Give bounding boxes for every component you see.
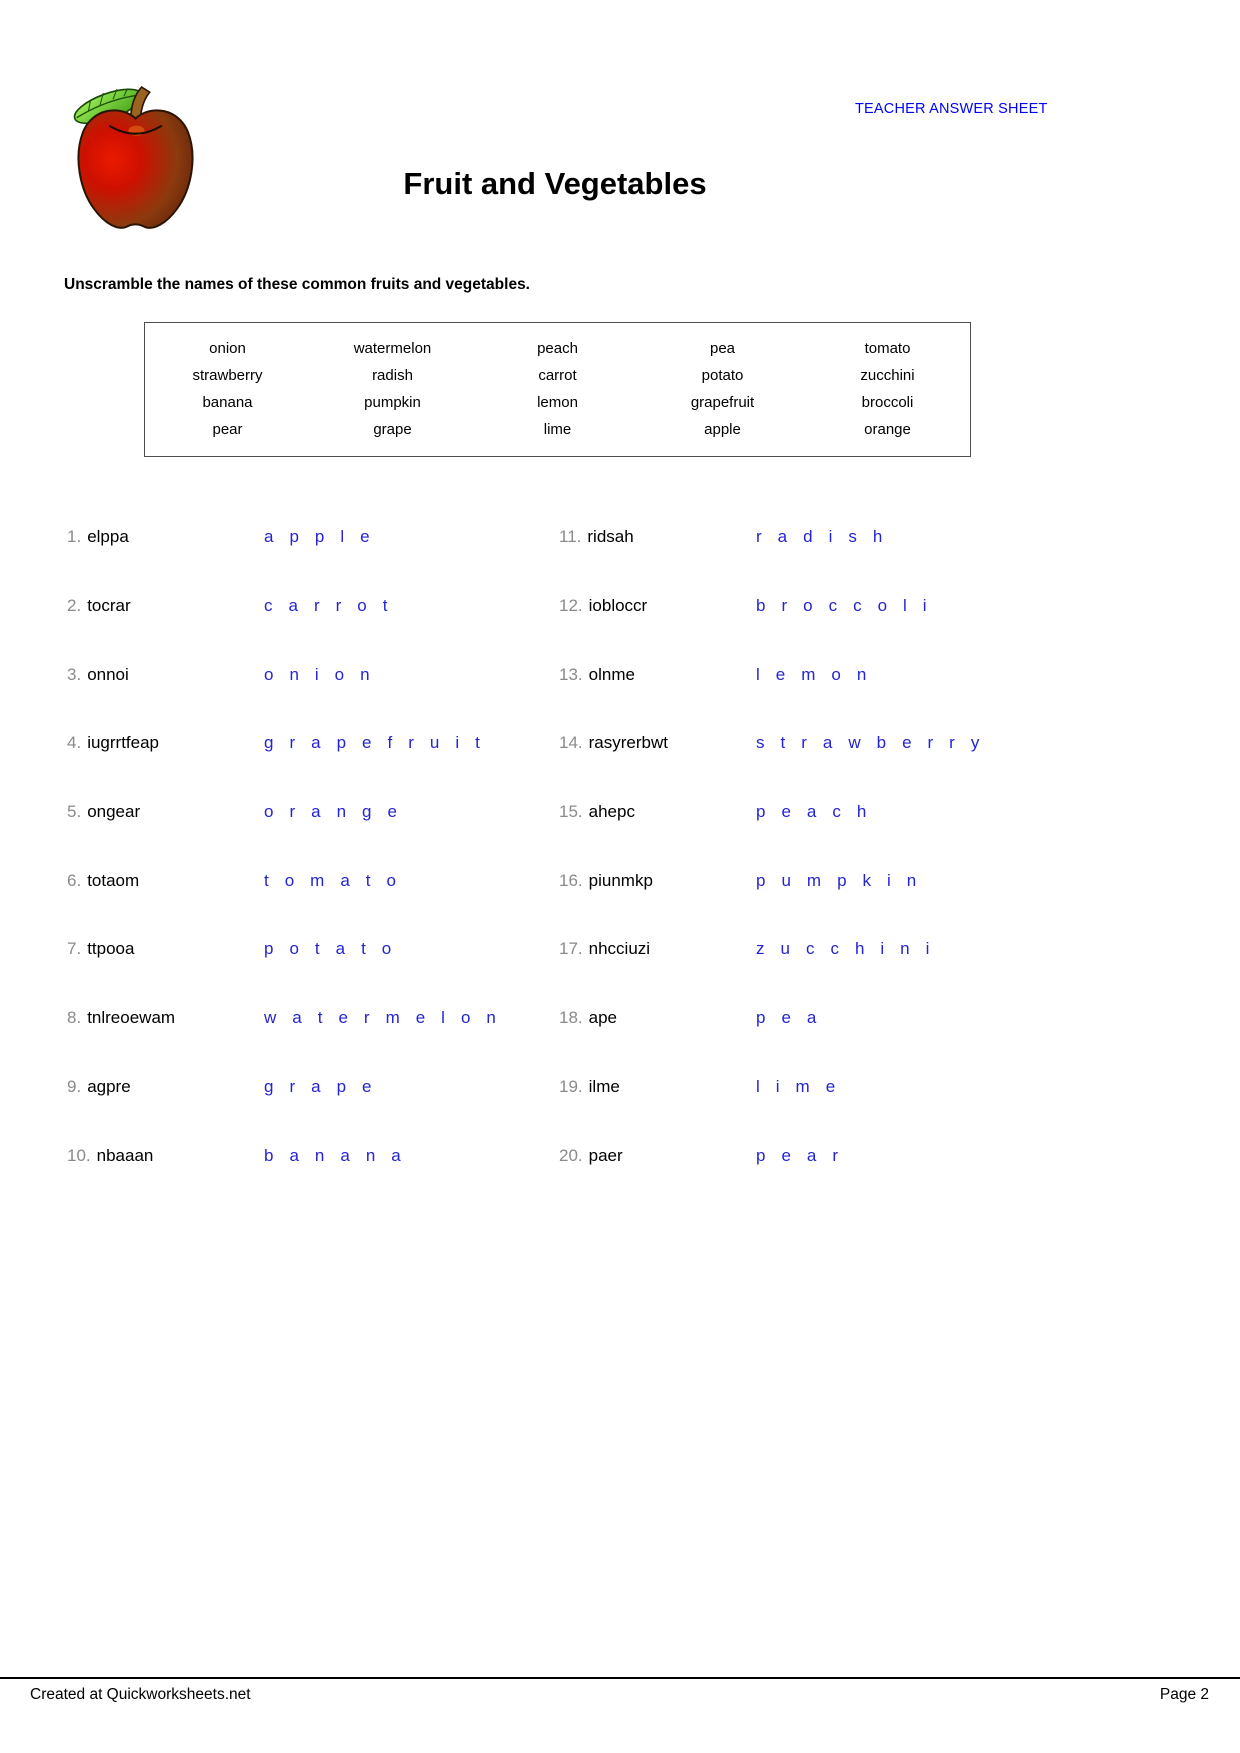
item-number: 19. <box>559 1076 583 1096</box>
item-row <box>559 503 1209 572</box>
word-bank-word: watermelon <box>353 340 432 357</box>
item-number: 9. <box>67 1076 82 1096</box>
teacher-answer-sheet-label: TEACHER ANSWER SHEET <box>855 101 1048 117</box>
item-number: 10. <box>67 1145 91 1165</box>
item-number: 2. <box>67 596 82 616</box>
item-row <box>559 1121 1209 1190</box>
scrambled-word: tnlreoewam <box>87 1008 176 1028</box>
answer-word: radish <box>756 527 899 547</box>
scrambled-word: ridsah <box>587 527 634 547</box>
answer-word: broccoli <box>756 596 943 616</box>
item-row <box>559 1053 1209 1122</box>
answer-word: watermelon <box>264 1008 512 1028</box>
word-bank-word: pear <box>212 421 243 438</box>
answer-word: apple <box>264 527 386 547</box>
item-number: 1. <box>67 527 82 547</box>
scrambled-word: elppa <box>87 527 129 547</box>
scrambled-word: nhcciuzi <box>588 939 651 959</box>
item-row <box>67 572 559 641</box>
item-row <box>67 640 559 709</box>
word-bank-grid <box>145 323 970 438</box>
item-row <box>67 915 559 984</box>
scrambled-word: agpre <box>87 1076 131 1096</box>
answer-word: carrot <box>264 596 404 616</box>
word-bank-word: peach <box>537 340 578 357</box>
item-row <box>67 984 559 1053</box>
apple-with-leaf-icon <box>66 80 206 232</box>
answer-word: grape <box>264 1076 388 1096</box>
scrambled-word: iobloccr <box>588 596 648 616</box>
word-bank-word: strawberry <box>192 367 263 384</box>
item-row <box>559 984 1209 1053</box>
answer-word: onion <box>264 664 386 684</box>
item-number: 15. <box>559 802 583 822</box>
footer <box>30 1686 1209 1704</box>
item-number: 18. <box>559 1008 583 1028</box>
item-number: 8. <box>67 1008 82 1028</box>
item-row <box>67 1121 559 1190</box>
item-number: 7. <box>67 939 82 959</box>
items-column-left <box>67 503 559 1190</box>
scrambled-word: olnme <box>588 664 635 684</box>
item-row <box>559 640 1209 709</box>
scrambled-word: ttpooa <box>87 939 135 959</box>
word-bank-word: orange <box>864 421 911 438</box>
item-row <box>559 846 1209 915</box>
answer-word: lime <box>756 1076 852 1096</box>
item-number: 16. <box>559 870 583 890</box>
word-bank-word: potato <box>701 367 744 384</box>
answer-word: pumpkin <box>756 870 933 890</box>
word-bank-word: grape <box>373 421 412 438</box>
item-row <box>559 572 1209 641</box>
items-column-right <box>559 503 1209 1190</box>
item-number: 12. <box>559 596 583 616</box>
scrambled-word: ahepc <box>588 802 635 822</box>
scrambled-word: rasyrerbwt <box>588 733 668 753</box>
word-bank-word: grapefruit <box>690 394 755 411</box>
item-number: 11. <box>559 527 582 547</box>
item-row <box>559 915 1209 984</box>
answer-word: strawberry <box>756 733 996 753</box>
answer-word: banana <box>264 1145 417 1165</box>
word-bank-word: banana <box>202 394 253 411</box>
answer-word: lemon <box>756 664 883 684</box>
word-bank-word: zucchini <box>860 367 915 384</box>
scrambled-word: tocrar <box>87 596 131 616</box>
answer-word: tomato <box>264 870 412 890</box>
scrambled-word: iugrrtfeap <box>87 733 160 753</box>
answer-word: zucchini <box>756 939 946 959</box>
item-number: 5. <box>67 802 82 822</box>
scrambled-word: ongear <box>87 802 141 822</box>
item-row <box>559 709 1209 778</box>
word-bank-word: pea <box>709 340 736 357</box>
item-row <box>67 846 559 915</box>
scrambled-word: paer <box>588 1145 623 1165</box>
item-row <box>67 778 559 847</box>
scrambled-word: onnoi <box>87 664 129 684</box>
item-row <box>67 503 559 572</box>
word-bank-box <box>144 322 971 457</box>
footer-page-number: Page 2 <box>1159 1686 1209 1703</box>
scrambled-word: piunmkp <box>588 870 653 890</box>
answer-word: pea <box>756 1008 833 1028</box>
item-row <box>559 778 1209 847</box>
word-bank-word: radish <box>372 367 413 384</box>
word-bank-word: apple <box>704 421 741 438</box>
page-title: Fruit and Vegetables <box>403 165 707 201</box>
word-bank-word: pumpkin <box>364 394 421 411</box>
item-row <box>67 709 559 778</box>
scrambled-word: totaom <box>87 870 140 890</box>
answer-word: pear <box>756 1145 855 1165</box>
item-number: 4. <box>67 733 82 753</box>
answer-word: potato <box>264 939 408 959</box>
item-row <box>67 1053 559 1122</box>
item-number: 3. <box>67 664 82 684</box>
instruction-text: Unscramble the names of these common fruits and vegetables. <box>64 276 530 293</box>
item-number: 14. <box>559 733 583 753</box>
answer-word: grapefruit <box>264 733 496 753</box>
item-number: 17. <box>559 939 583 959</box>
word-bank-word: broccoli <box>861 394 914 411</box>
word-bank-word: carrot <box>538 367 577 384</box>
word-bank-word: onion <box>209 340 246 357</box>
item-number: 6. <box>67 870 82 890</box>
item-number: 13. <box>559 664 583 684</box>
footer-divider <box>0 1677 1240 1679</box>
scrambled-word: ape <box>588 1008 618 1028</box>
answer-word: orange <box>264 802 413 822</box>
scrambled-word: ilme <box>588 1076 620 1096</box>
word-bank-word: tomato <box>864 340 911 357</box>
item-number: 20. <box>559 1145 583 1165</box>
answer-word: peach <box>756 802 883 822</box>
footer-credit: Created at Quickworksheets.net <box>30 1686 251 1703</box>
word-bank-word: lime <box>543 421 572 438</box>
scrambled-word: nbaaan <box>96 1145 154 1165</box>
word-bank-word: lemon <box>537 394 578 411</box>
